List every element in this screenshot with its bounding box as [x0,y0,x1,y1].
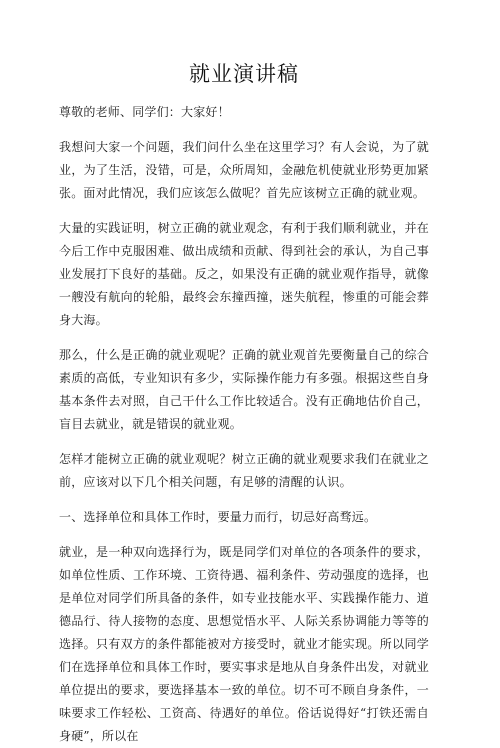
paragraph-evidence: 大量的实践证明，树立正确的就业观念，有利于我们顺利就业，并在今后工作中克服困难、做出成绩和贡献、得到社会的承认，为自己事业发展打下良好的基础。反之，如果没有正确的就业观作指导，就像一艘没有航向的轮船，最终会东撞西撞，迷失航程，惨重的可能会葬身大海。 [59,221,429,327]
paragraph-point-one-heading: 一、选择单位和具体工作时，要量力而行，切忌好高骛远。 [59,510,377,524]
document-title: 就业演讲稿 [189,62,299,86]
greeting-line: 尊敬的老师、同学们：大家好！ [59,105,230,119]
paragraph-two-way-selection: 就业，是一种双向选择行为，既是同学们对单位的各项条件的要求，如单位性质、工作环境、工资待遇、福利条件、劳动强度的选择，也是单位对同学们所具备的条件，如专业技能水平、实践操作能力、道德品行、待人接物的态度、思想觉悟水平、人际关系协调能力等等的选择。只有双方的条件都能被对方接受时，就业才能实现。所以同学们在选择单位和具体工作时，要实事求是地从自身条件出发，对就业单位提出的要求，要选择基本一致的单位。切不可不顾自身条件，一味要求工作轻松、工资高、待遇好的单位。俗话说得好“打铁还需自身硬”，所以在 [59,545,429,743]
paragraph-question: 我想问大家一个问题，我们问什么坐在这里学习？有人会说，为了就业，为了生活，没错，可是，众所周知，金融危机使就业形势更加紧张。面对此情况，我们应该怎么做呢？首先应该树立正确的就业观。 [59,140,429,200]
paragraph-how-to: 怎样才能树立正确的就业观呢？树立正确的就业观要求我们在就业之前，应该对以下几个相关问题，有足够的清醒的认识。 [59,452,429,489]
paragraph-definition: 那么，什么是正确的就业观呢？正确的就业观首先要衡量自己的综合素质的高低，专业知识有多少，实际操作能力有多强。根据这些自身基本条件去对照，自己干什么工作比较适合。没有正确地估价自己，盲目去就业，就是错误的就业观。 [59,348,429,431]
